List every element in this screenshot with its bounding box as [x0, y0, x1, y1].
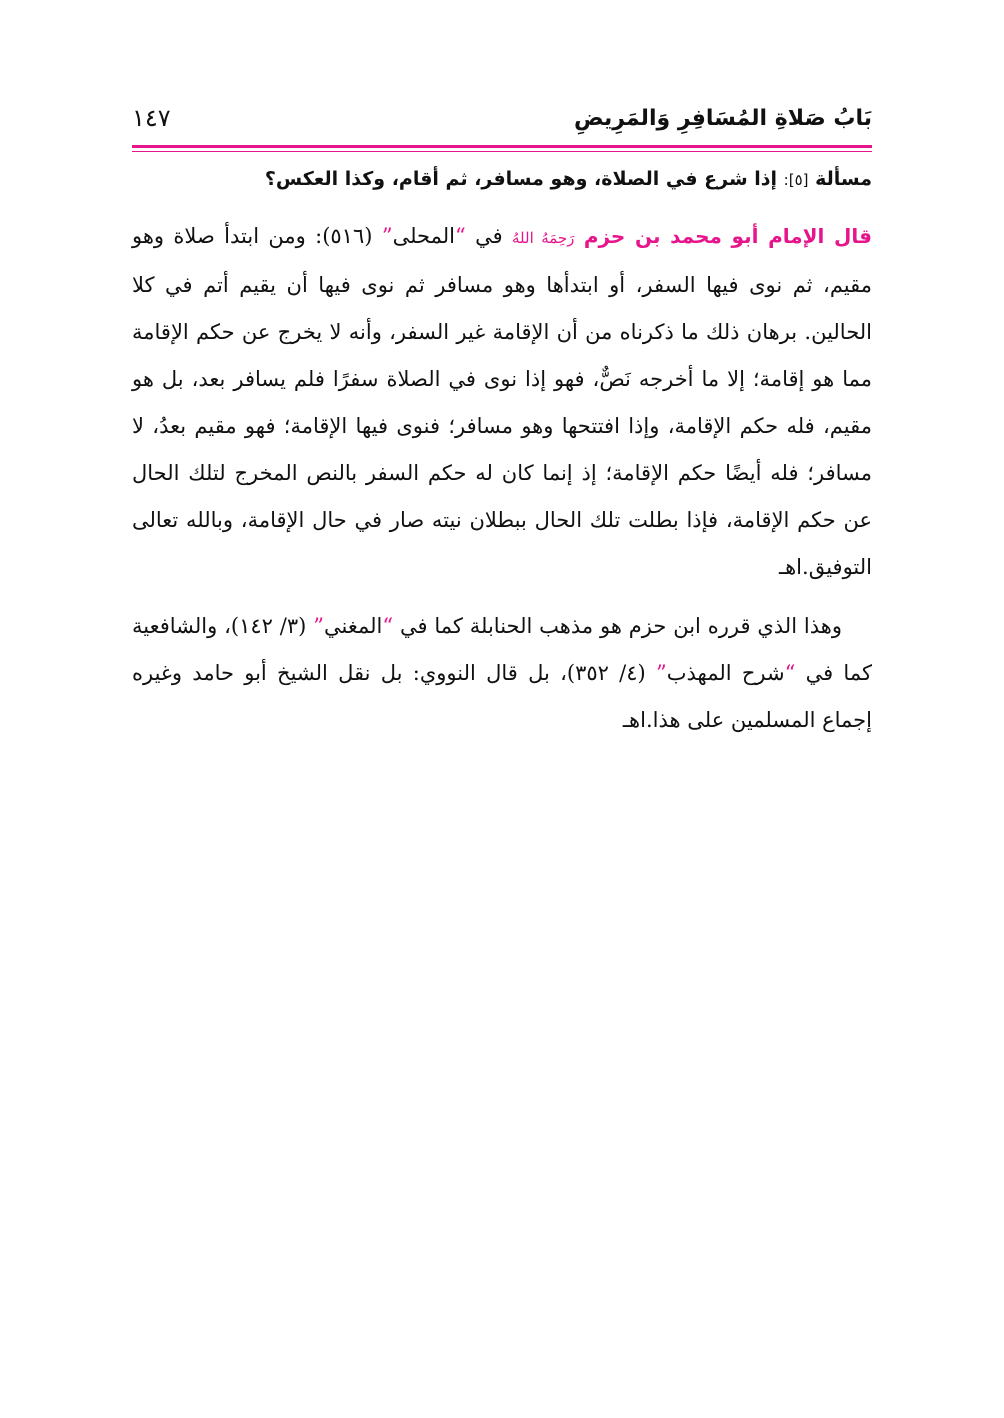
page-content — [132, 100, 872, 744]
quote-body: (٥١٦): ومن ابتدأ صلاة وهو مقيم، ثم نوى فيها السفر، أو ابتدأها وهو مسافر ثم نوى فيها أن يقيم أتم في كلا الحالين. برهان ذلك ما ذكرناه من أن الإقامة غير السفر، وأنه لا يخرج عن حكم الإقامة مما هو إقامة؛ إلا ما أخرجه نَصٌّ، فهو إذا نوى في الصلاة سفرًا فلم يسافر بعد، بل هو مقيم، فله حكم الإقامة، وإذا افتتحها وهو مسافر؛ فنوى فيها الإقامة؛ فهو مقيم بعدُ، لا مسافر؛ فله أيضًا حكم الإقامة؛ إذ إنما كان له حكم السفر بالنص المخرج لتلك الحال عن حكم الإقامة، فإذا بطلت تلك الحال ببطلان نيته صار في حال الإقامة، وبالله تعالى التوفيق.اهـ — [132, 224, 872, 579]
speaker-name: قال الإمام أبو محمد بن حزم — [583, 224, 872, 248]
source2-close-quote: ” — [656, 661, 667, 685]
commentary-part-2: (٣/ ١٤٢)، والشافعية كما في — [132, 614, 872, 685]
source1-title: المغني — [323, 614, 383, 638]
source-close-quote: ” — [381, 224, 393, 248]
source-preposition: في — [475, 224, 503, 248]
source1-close-quote: ” — [313, 614, 324, 638]
header-rule-thin — [132, 151, 872, 152]
header-rule-thick — [132, 145, 872, 148]
running-header — [132, 100, 872, 144]
quote-paragraph — [132, 213, 872, 591]
commentary-part-1: وهذا الذي قرره ابن حزم هو مذهب الحنابلة كما في — [399, 614, 842, 638]
page-number: ١٤٧ — [132, 104, 171, 132]
honorific: رَحِمَهُ اللهُ — [512, 229, 575, 247]
source1-open-quote: “ — [382, 614, 394, 638]
question-label: مسألة — [815, 168, 872, 190]
chapter-title: بَابُ صَلاةِ المُسَافِرِ وَالمَرِيضِ — [573, 106, 872, 131]
question-heading — [132, 162, 872, 197]
source2-title: شرح المهذب — [666, 661, 785, 685]
source-open-quote: “ — [454, 224, 466, 248]
question-number: [٥]: — [783, 171, 809, 189]
commentary-paragraph — [132, 603, 872, 744]
source-title: المحلى — [392, 224, 455, 248]
commentary-part-3: (٤/ ٣٥٢)، بل قال النووي: بل نقل الشيخ أبو حامد وغيره إجماع المسلمين على هذا.اهـ — [132, 661, 872, 732]
source2-open-quote: “ — [784, 661, 796, 685]
question-text: إذا شرع في الصلاة، وهو مسافر، ثم أقام، وكذا العكس؟ — [264, 168, 778, 190]
